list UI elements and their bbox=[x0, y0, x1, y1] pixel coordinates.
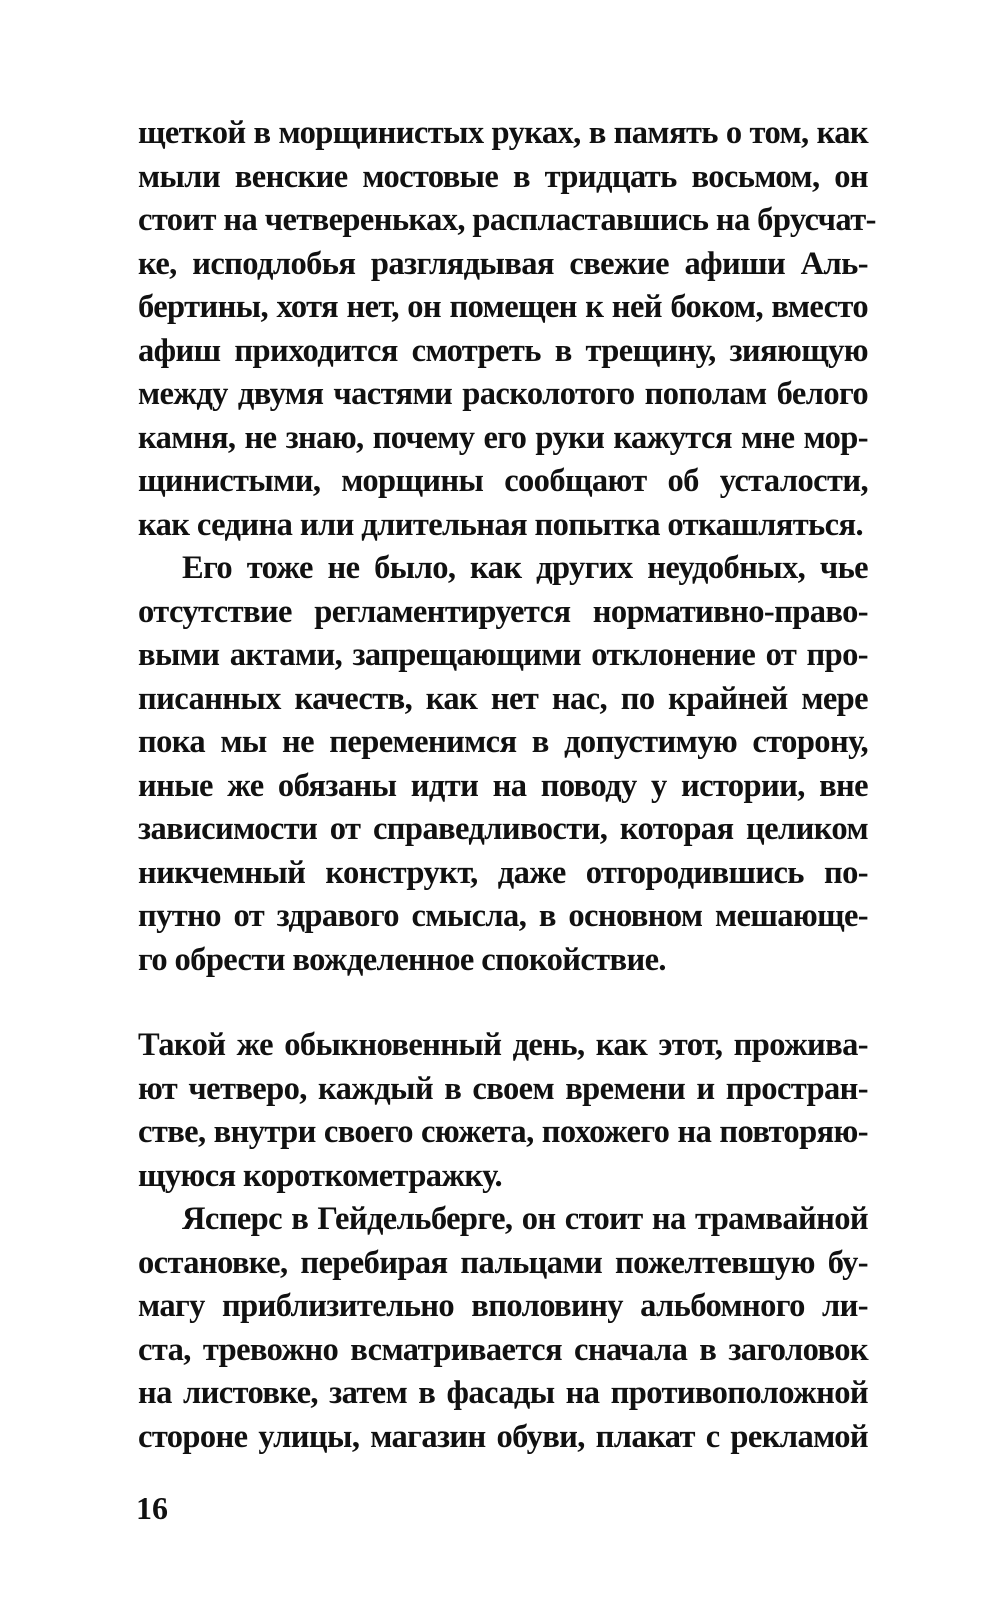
text-line: выми актами, запрещающими отклонение от про- bbox=[138, 637, 868, 673]
text-line: стве, внутри своего сюжета, похожего на повторяю- bbox=[138, 1114, 868, 1150]
text-line: никчемный конструкт, даже отгородившись по- bbox=[138, 854, 868, 891]
paragraph bbox=[138, 112, 876, 547]
text-line: Ясперс в Гейдельберге, он стоит на трамвайной bbox=[182, 1201, 868, 1237]
page-body bbox=[138, 112, 876, 1459]
text-line: ке, исподлобья разглядывая свежие афиши Аль- bbox=[138, 245, 868, 282]
text-line: щинистыми, морщины сообщают об усталости, bbox=[138, 463, 868, 499]
text-line: между двумя частями расколотого пополам белого bbox=[138, 376, 868, 412]
text-line: мыли венские мостовые в тридцать восьмом, он bbox=[138, 158, 868, 195]
text-line: путно от здравого смысла, в основном мешающе- bbox=[138, 898, 868, 934]
text-line: стороне улицы, магазин обуви, плакат с рекламой bbox=[138, 1418, 868, 1455]
text-line: щеткой в морщинистых руках, в память о том, как bbox=[138, 115, 868, 151]
text-line: ста, тревожно всматривается сначала в заголовок bbox=[138, 1331, 868, 1368]
text-line: как седина или длительная попытка откашляться. bbox=[138, 506, 863, 543]
text-line: Такой же обыкновенный день, как этот, прожива- bbox=[138, 1027, 868, 1063]
text-line: стоит на четвереньках, распластавшись на брусчат- bbox=[138, 202, 876, 238]
text-line: пока мы не переменимся в допустимую сторону, bbox=[138, 724, 868, 760]
text-line: Его тоже не было, как других неудобных, чье bbox=[182, 550, 868, 586]
text-line: щуюся короткометражку. bbox=[138, 1157, 502, 1194]
page-number: 16 bbox=[136, 1490, 168, 1526]
text-line: афиш приходится смотреть в трещину, зияющую bbox=[138, 332, 868, 369]
text-line: писанных качеств, как нет нас, по крайней мере bbox=[138, 680, 868, 717]
text-line: бертины, хотя нет, он помещен к ней боком, вместо bbox=[138, 289, 868, 325]
paragraph bbox=[138, 1024, 868, 1198]
paragraph bbox=[138, 547, 868, 982]
text-line: магу приблизительно вполовину альбомного ли- bbox=[138, 1288, 868, 1324]
text-line: камня, не знаю, почему его руки кажутся мне мор- bbox=[138, 419, 868, 456]
text-line: ют четверо, каждый в своем времени и простран- bbox=[138, 1070, 868, 1107]
text-line: иные же обязаны идти на поводу у истории, вне bbox=[138, 767, 868, 804]
text-line: на листовке, затем в фасады на противоположной bbox=[138, 1375, 868, 1411]
text-line: го обрести вожделенное спокойствие. bbox=[138, 941, 666, 978]
paragraph bbox=[138, 1198, 868, 1459]
text-line: отсутствие регламентируется нормативно-право- bbox=[138, 593, 868, 630]
text-line: зависимости от справедливости, которая целиком bbox=[138, 811, 868, 847]
text-line: остановке, перебирая пальцами пожелтевшую бу- bbox=[138, 1244, 868, 1281]
section-break bbox=[138, 982, 868, 1024]
